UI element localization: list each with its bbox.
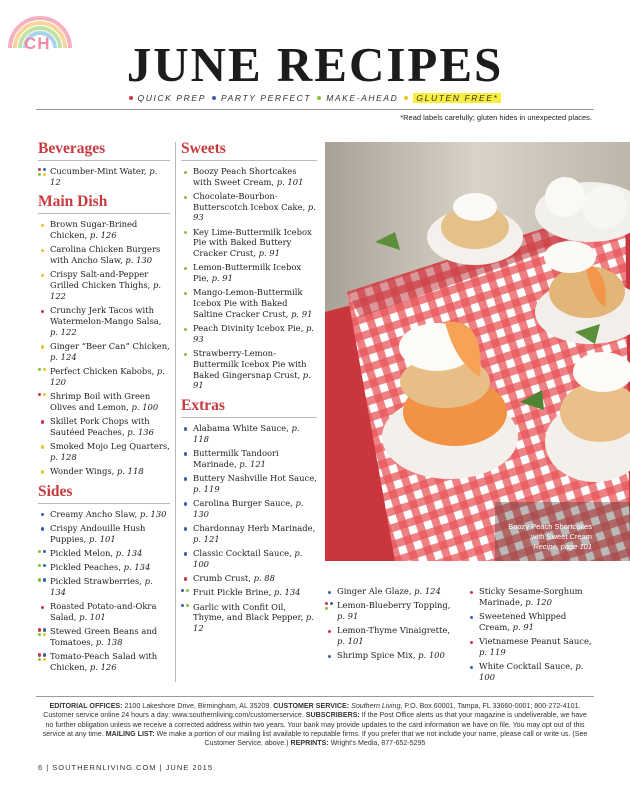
- tag-dot-icon: [184, 552, 187, 555]
- tag-dot-icon: [184, 328, 187, 331]
- tag-dot-icon: [41, 345, 44, 348]
- recipe-item: [325, 650, 455, 661]
- recipe-item: [467, 611, 597, 632]
- recipe-page-number: p. 138: [95, 637, 123, 648]
- recipe-tag-dots-icon: [181, 425, 190, 433]
- recipe-name: Chocolate-Bourbon-Butterscotch Icebox Cake,: [193, 191, 308, 212]
- section-heading-main-dish: Main Dish: [38, 193, 170, 214]
- legend-item: [129, 93, 206, 103]
- recipe-item: [181, 166, 317, 187]
- extras-continued-list-1: [325, 586, 455, 661]
- tag-dot-icon: [184, 527, 187, 530]
- recipe-tag-dots-icon: [181, 264, 190, 272]
- recipe-item: [181, 287, 317, 319]
- recipe-column-1: [38, 140, 170, 676]
- tag-dot-icon: [41, 527, 44, 530]
- tag-dot-icon: [325, 602, 328, 605]
- recipe-name: Lemon-Thyme Vinaigrette,: [337, 625, 451, 636]
- recipe-item: [38, 416, 170, 437]
- recipe-name: Peach Divinity Icebox Pie,: [193, 323, 306, 334]
- recipe-item: [38, 576, 170, 597]
- recipe-tag-dots-icon: [38, 307, 47, 315]
- tag-dot-icon: [38, 168, 41, 171]
- recipe-key-legend: [0, 93, 630, 103]
- recipe-tag-dots-icon: [325, 588, 334, 596]
- tag-dot-icon: [184, 267, 187, 270]
- recipe-item: [467, 661, 597, 682]
- recipe-name: Lemon-Buttermilk Icebox Pie,: [193, 262, 302, 284]
- recipe-page-number: p. 93: [193, 201, 316, 223]
- recipe-page-number: p. 134: [123, 562, 151, 573]
- recipe-name: Ginger Ale Glaze,: [337, 586, 415, 596]
- recipe-name: Pickled Peaches,: [50, 562, 124, 573]
- recipe-page-number: p. 121: [239, 458, 266, 469]
- recipe-photo: [325, 142, 630, 561]
- recipe-name: Buttermilk Tandoori Marinade,: [193, 447, 279, 469]
- recipe-name: Brown Sugar-Brined Chicken,: [50, 219, 138, 241]
- section-heading-extras: Extras: [181, 397, 317, 418]
- recipe-tag-dots-icon: [38, 221, 47, 229]
- recipe-item: [181, 473, 317, 494]
- recipe-page-number: p. 124: [414, 586, 441, 596]
- tag-dot-icon: [43, 633, 46, 636]
- recipe-page-number: p. 119: [193, 483, 220, 494]
- recipe-page-number: p. 91: [337, 611, 359, 621]
- legend-label: PARTY PERFECT: [220, 93, 312, 103]
- recipe-name: Pickled Melon,: [50, 547, 116, 558]
- caption-line-2: with Sweet Cream: [531, 532, 592, 541]
- recipe-tag-dots-icon: [181, 193, 190, 201]
- recipe-name: Shrimp Boil with Green Olives and Lemon,: [50, 390, 151, 412]
- recipe-item: [38, 269, 170, 301]
- recipe-page-number: p. 88: [253, 572, 275, 583]
- recipe-item: [38, 548, 170, 559]
- tag-dot-icon: [184, 292, 187, 295]
- header-divider: [36, 109, 594, 110]
- gluten-note: *Read labels carefully; gluten hides in unexpected places.: [400, 113, 592, 122]
- recipe-page-number: p. 100: [418, 650, 445, 661]
- recipe-page-number: p. 120: [50, 365, 165, 387]
- recipe-tag-dots-icon: [38, 525, 47, 533]
- recipe-item: [38, 366, 170, 387]
- recipe-page-number: p. 128: [50, 451, 77, 462]
- tag-dot-icon: [181, 589, 184, 592]
- legend-dot-icon: [404, 96, 408, 100]
- recipe-tag-dots-icon: [181, 450, 190, 458]
- recipe-item: [38, 244, 170, 265]
- recipe-tag-dots-icon: [181, 589, 190, 597]
- recipe-page-number: p. 91: [512, 621, 534, 632]
- recipe-name: Fruit Pickle Brine,: [193, 587, 274, 598]
- tag-dot-icon: [38, 393, 41, 396]
- recipe-page-number: p. 91: [211, 273, 233, 284]
- recipe-tag-dots-icon: [38, 564, 47, 572]
- recipe-name: Sweetened Whipped Cream,: [479, 611, 567, 632]
- recipe-tag-dots-icon: [38, 511, 47, 519]
- recipe-name: Mango-Lemon-Buttermilk Icebox Pie with Baked Saltine Cracker Crust,: [193, 287, 303, 319]
- recipe-page-number: p. 134: [273, 587, 301, 598]
- recipe-tag-dots-icon: [181, 604, 190, 612]
- recipe-name: Cucumber-Mint Water,: [50, 166, 150, 176]
- tag-dot-icon: [184, 171, 187, 174]
- tag-dot-icon: [328, 630, 331, 633]
- recipe-page-number: p. 124: [50, 351, 77, 362]
- tag-dot-icon: [330, 602, 333, 605]
- tag-dot-icon: [181, 604, 184, 607]
- tag-dot-icon: [43, 658, 46, 661]
- recipe-page-number: p. 101: [276, 176, 304, 187]
- recipe-tag-dots-icon: [38, 246, 47, 254]
- tag-dot-icon: [43, 653, 46, 656]
- tag-dot-icon: [38, 173, 41, 176]
- section-heading-sides: Sides: [38, 483, 170, 504]
- tag-dot-icon: [470, 666, 473, 669]
- legend-dot-icon: [129, 96, 133, 100]
- recipe-item: [38, 441, 170, 462]
- recipe-item: [38, 523, 170, 544]
- tag-dot-icon: [38, 578, 41, 581]
- recipe-tag-dots-icon: [325, 652, 334, 660]
- tag-dot-icon: [184, 577, 187, 580]
- tag-dot-icon: [38, 550, 41, 553]
- recipe-item: [38, 626, 170, 647]
- tag-dot-icon: [41, 249, 44, 252]
- tag-dot-icon: [43, 550, 46, 553]
- recipe-tag-dots-icon: [38, 443, 47, 451]
- recipe-name: Crispy Andouille Hush Puppies,: [50, 522, 146, 544]
- recipe-item: [38, 601, 170, 622]
- tag-dot-icon: [43, 578, 46, 581]
- tag-dot-icon: [38, 628, 41, 631]
- tag-dot-icon: [41, 470, 44, 473]
- tag-dot-icon: [41, 420, 44, 423]
- recipe-item: [38, 166, 170, 187]
- recipe-item: [38, 305, 170, 337]
- tag-dot-icon: [41, 445, 44, 448]
- recipe-name: Crispy Salt-and-Pepper Grilled Chicken Thighs,: [50, 269, 154, 291]
- recipe-item: [181, 548, 317, 569]
- legend-label: MAKE-AHEAD: [326, 93, 399, 103]
- editorial-footer: EDITORIAL OFFICES: 2100 Lakeshore Drive, Birmingham, AL 35209. CUSTOMER SERVICE: Southern Living, P.O. Box 60001, Tampa, FL 33660-0001; 800-272-4101. Customer service online 24 hours a day: www.southernliving.com/customerservice. SUBSCRIBERS: If the Post Office alerts us that your magazine is undeliverable, we have no further obligation unless we receive a corrected address within two years. Your bank may provide updates to the card information we have on file. You may opt out of this service at any time. MAILING LIST: We make a portion of our mailing list available to reputable firms. If you prefer that we not include your name, please call or write us. (See Customer Service, above.) REPRINTS: Wright’s Media, 877-652-5295: [42, 702, 588, 748]
- legend-label: QUICK PREP: [137, 93, 206, 103]
- recipe-item: [467, 636, 597, 657]
- section-heading-beverages: Beverages: [38, 140, 170, 161]
- tag-dot-icon: [38, 368, 41, 371]
- extras-list: [181, 423, 317, 634]
- recipe-page-number: p. 130: [139, 508, 167, 519]
- recipe-tag-dots-icon: [181, 289, 190, 297]
- legend-dot-icon: [317, 96, 321, 100]
- recipe-tag-dots-icon: [38, 603, 47, 611]
- tag-dot-icon: [328, 591, 331, 594]
- legend-item: [404, 93, 501, 103]
- recipe-page-number: p. 134: [115, 547, 143, 558]
- recipe-item: [181, 423, 317, 444]
- tag-dot-icon: [184, 196, 187, 199]
- legend-dot-icon: [212, 96, 216, 100]
- recipe-tag-dots-icon: [38, 468, 47, 476]
- sides-list: [38, 509, 170, 673]
- recipe-name: Roasted Potato-and-Okra Salad,: [50, 601, 157, 623]
- recipe-name: White Cocktail Sauce,: [479, 661, 576, 671]
- tag-dot-icon: [41, 274, 44, 277]
- recipe-name: Stewed Green Beans and Tomatoes,: [50, 626, 158, 648]
- beverages-list: [38, 166, 170, 187]
- recipe-name: Classic Cocktail Sauce,: [193, 547, 295, 558]
- recipe-tag-dots-icon: [38, 271, 47, 279]
- recipe-tag-dots-icon: [181, 575, 190, 583]
- recipe-page-number: p. 134: [50, 576, 153, 598]
- recipe-page-number: p. 126: [89, 230, 117, 241]
- tag-dot-icon: [184, 353, 187, 356]
- recipe-tag-dots-icon: [38, 628, 47, 636]
- recipe-item: [181, 227, 317, 259]
- recipe-item: [38, 391, 170, 412]
- recipe-tag-dots-icon: [325, 602, 334, 610]
- recipe-page-number: p. 122: [50, 326, 77, 337]
- tag-dot-icon: [41, 224, 44, 227]
- recipe-tag-dots-icon: [467, 613, 476, 621]
- recipe-name: Alabama White Sauce,: [193, 422, 292, 433]
- recipe-page-number: p. 121: [193, 533, 220, 544]
- main-dish-list: [38, 219, 170, 476]
- recipe-name: Sticky Sesame-Sorghum Marinade,: [479, 586, 583, 607]
- recipe-item: [181, 523, 317, 544]
- tag-dot-icon: [186, 589, 189, 592]
- logo-text: CH: [24, 34, 51, 53]
- recipe-name: Strawberry-Lemon-Buttermilk Icebox Pie with Baked Gingersnap Crust,: [193, 348, 307, 380]
- recipe-tag-dots-icon: [467, 588, 476, 596]
- recipe-tag-dots-icon: [325, 627, 334, 635]
- recipe-page-number: p. 100: [131, 401, 159, 412]
- recipe-page-number: p. 118: [116, 465, 144, 476]
- tag-dot-icon: [43, 368, 46, 371]
- recipe-page-number: p. 101: [89, 533, 116, 544]
- tag-dot-icon: [41, 310, 44, 313]
- recipe-item: [181, 348, 317, 391]
- tag-dot-icon: [186, 604, 189, 607]
- recipe-page-number: p. 118: [193, 422, 300, 444]
- footer-divider: [36, 696, 594, 697]
- recipe-item: [325, 625, 455, 646]
- recipe-item: [38, 509, 170, 520]
- photo-caption: [508, 522, 592, 552]
- shortcake-photo-illustration: [325, 142, 630, 561]
- recipe-item: [181, 323, 317, 344]
- recipe-name: Key Lime-Buttermilk Icebox Pie with Baked Buttery Cracker Crust,: [193, 226, 312, 259]
- extras-continued-list-2: [467, 586, 597, 682]
- recipe-item: [181, 498, 317, 519]
- recipe-name: Pickled Strawberries,: [50, 576, 145, 587]
- recipe-page-number: p. 130: [125, 255, 153, 266]
- recipe-item: [38, 341, 170, 362]
- recipe-name: Lemon-Blueberry Topping,: [337, 600, 451, 611]
- recipe-column-4: [467, 586, 597, 686]
- recipe-name: Ginger “Beer Can” Chicken,: [50, 340, 170, 351]
- tag-dot-icon: [38, 633, 41, 636]
- recipe-tag-dots-icon: [181, 475, 190, 483]
- page-title: JUNE RECIPES: [126, 37, 504, 92]
- recipe-name: Smoked Mojo Leg Quarters,: [50, 440, 170, 451]
- recipe-item: [38, 466, 170, 477]
- recipe-item: [38, 651, 170, 672]
- section-heading-sweets: Sweets: [181, 140, 317, 161]
- recipe-tag-dots-icon: [181, 550, 190, 558]
- recipe-name: Garlic with Confit Oil, Thyme, and Black Pepper,: [193, 601, 306, 623]
- caption-line-1: Boozy Peach Shortcakes: [508, 522, 592, 531]
- tag-dot-icon: [38, 658, 41, 661]
- recipe-name: Skillet Pork Chops with Sautéed Peaches,: [50, 415, 150, 437]
- legend-item: [317, 93, 398, 103]
- recipe-page-number: p. 101: [337, 636, 364, 646]
- tag-dot-icon: [470, 591, 473, 594]
- recipe-name: Crumb Crust,: [193, 572, 254, 583]
- recipe-tag-dots-icon: [38, 418, 47, 426]
- recipe-name: Shrimp Spice Mix,: [337, 650, 419, 661]
- recipe-tag-dots-icon: [467, 638, 476, 646]
- tag-dot-icon: [184, 477, 187, 480]
- recipe-name: Buttery Nashville Hot Sauce,: [193, 472, 317, 483]
- recipe-item: [181, 602, 317, 634]
- recipe-tag-dots-icon: [181, 350, 190, 358]
- recipe-tag-dots-icon: [181, 325, 190, 333]
- recipe-page-number: p. 100: [193, 547, 303, 569]
- recipe-name: Perfect Chicken Kabobs,: [50, 365, 157, 376]
- tag-dot-icon: [325, 607, 328, 610]
- recipe-name: Wonder Wings,: [50, 465, 117, 476]
- tag-dot-icon: [41, 606, 44, 609]
- recipe-page-number: p. 91: [258, 248, 280, 259]
- recipe-tag-dots-icon: [38, 343, 47, 351]
- tag-dot-icon: [41, 513, 44, 516]
- recipe-item: [325, 600, 455, 621]
- tag-dot-icon: [43, 393, 46, 396]
- tag-dot-icon: [184, 231, 187, 234]
- recipe-page-number: p. 130: [193, 497, 304, 519]
- recipe-name: Vietnamese Peanut Sauce,: [479, 636, 592, 646]
- recipe-item: [38, 562, 170, 573]
- recipe-tag-dots-icon: [38, 653, 47, 661]
- recipe-tag-dots-icon: [38, 393, 47, 401]
- recipe-page-number: p. 119: [479, 646, 506, 657]
- recipe-name: Carolina Burger Sauce,: [193, 497, 296, 508]
- tag-dot-icon: [184, 452, 187, 455]
- tag-dot-icon: [38, 653, 41, 656]
- tag-dot-icon: [43, 628, 46, 631]
- recipe-tag-dots-icon: [38, 168, 47, 176]
- recipe-item: [181, 191, 317, 223]
- recipe-page-number: p. 122: [50, 280, 162, 301]
- recipe-tag-dots-icon: [181, 168, 190, 176]
- sweets-list: [181, 166, 317, 391]
- recipe-page-number: p. 93: [193, 323, 314, 344]
- recipe-tag-dots-icon: [467, 663, 476, 671]
- recipe-tag-dots-icon: [38, 368, 47, 376]
- recipe-page-number: p. 120: [525, 596, 552, 607]
- recipe-name: Boozy Peach Shortcakes with Sweet Cream,: [193, 166, 297, 187]
- recipe-page-number: p. 126: [89, 662, 117, 673]
- recipe-item: [181, 448, 317, 469]
- recipe-name: Creamy Ancho Slaw,: [50, 508, 140, 519]
- recipe-tag-dots-icon: [38, 578, 47, 586]
- tag-dot-icon: [470, 616, 473, 619]
- tag-dot-icon: [328, 655, 331, 658]
- recipe-item: [467, 586, 597, 607]
- tag-dot-icon: [43, 168, 46, 171]
- recipe-item: [181, 573, 317, 584]
- tag-dot-icon: [470, 641, 473, 644]
- recipe-tag-dots-icon: [181, 229, 190, 237]
- recipe-page-number: p. 100: [479, 661, 584, 682]
- recipe-tag-dots-icon: [181, 525, 190, 533]
- recipe-tag-dots-icon: [38, 550, 47, 558]
- recipe-column-3: [325, 586, 455, 665]
- recipe-column-2: [181, 140, 317, 637]
- recipe-page-number: p. 91: [193, 369, 311, 391]
- recipe-page-number: p. 101: [79, 612, 106, 623]
- recipe-tag-dots-icon: [181, 500, 190, 508]
- recipe-page-number: p. 12: [50, 166, 158, 187]
- tag-dot-icon: [184, 427, 187, 430]
- tag-dot-icon: [184, 502, 187, 505]
- recipe-item: [181, 587, 317, 598]
- recipe-item: [325, 586, 455, 597]
- recipe-page-number: p. 136: [127, 426, 154, 437]
- recipe-name: Tomato-Peach Salad with Chicken,: [50, 651, 158, 673]
- tag-dot-icon: [43, 564, 46, 567]
- recipe-page-number: p. 91: [291, 308, 313, 319]
- recipe-name: Carolina Chicken Burgers with Ancho Slaw,: [50, 244, 161, 266]
- tag-dot-icon: [38, 564, 41, 567]
- legend-label: GLUTEN FREE*: [413, 93, 501, 103]
- recipe-page-number: p. 12: [193, 612, 314, 633]
- page-folio: 6 | SOUTHERNLIVING.COM | JUNE 2015: [38, 763, 214, 772]
- legend-item: [212, 93, 311, 103]
- column-divider: [175, 142, 176, 682]
- recipe-name: Crunchy Jerk Tacos with Watermelon-Mango Salsa,: [50, 305, 162, 326]
- recipe-item: [38, 219, 170, 240]
- tag-dot-icon: [43, 173, 46, 176]
- recipe-name: Chardonnay Herb Marinade,: [193, 522, 316, 533]
- recipe-item: [181, 262, 317, 283]
- caption-line-3: Recipe, page 101: [533, 542, 592, 551]
